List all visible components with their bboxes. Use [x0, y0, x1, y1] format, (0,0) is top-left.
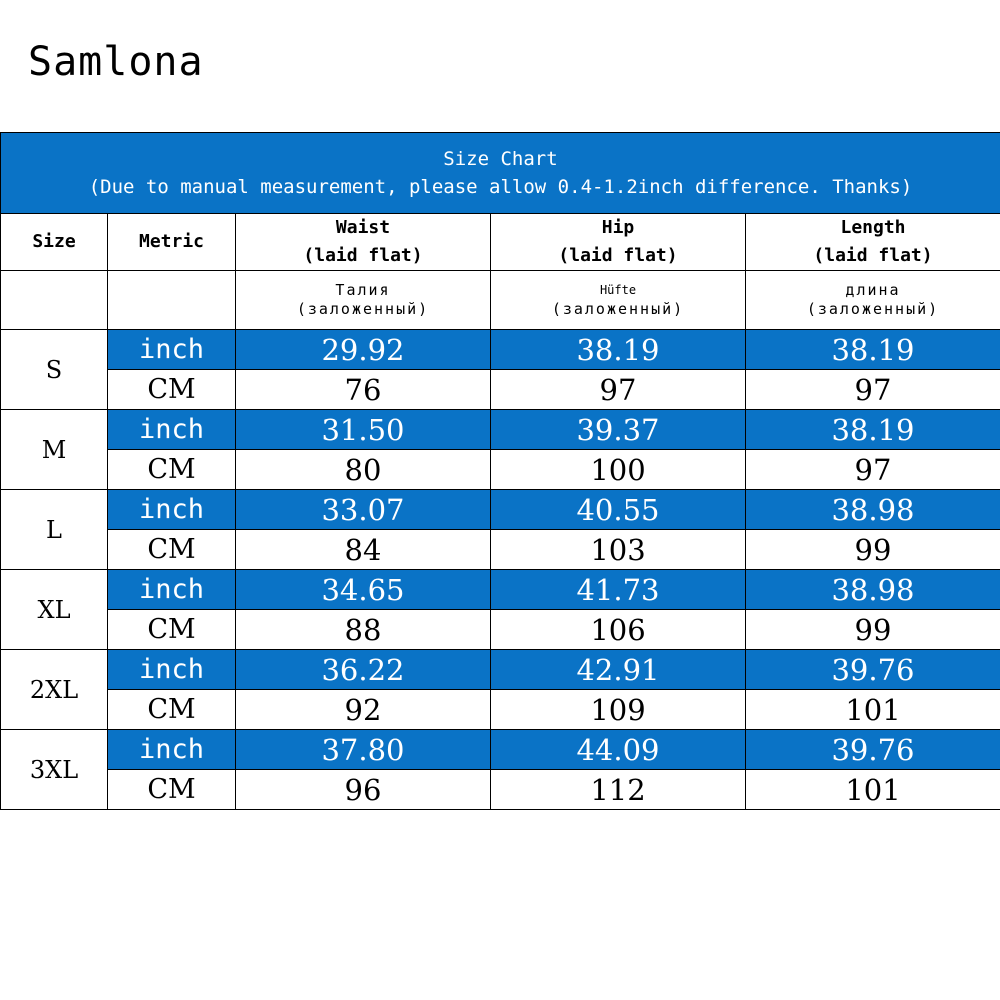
subheader-empty-metric [108, 271, 236, 330]
header-row [1, 214, 1000, 271]
table-row [1, 570, 1000, 610]
header-hip-label: Hip [601, 217, 635, 238]
table-row [1, 530, 1000, 570]
table-row [1, 690, 1000, 730]
table-row [1, 370, 1000, 410]
waist-value: 31.50 [236, 410, 491, 450]
waist-value: 88 [236, 610, 491, 650]
table-row [1, 730, 1000, 770]
banner-row [1, 133, 1000, 214]
metric-label: inch [108, 410, 236, 450]
chart-title: Size Chart [443, 148, 558, 170]
waist-value: 29.92 [236, 330, 491, 370]
chart-note: (Due to manual measurement, please allow 0.4-1.2inch difference. Thanks) [88, 176, 913, 198]
length-value: 97 [746, 450, 1000, 490]
subheader-row [1, 271, 1000, 330]
metric-label: inch [108, 570, 236, 610]
metric-label: inch [108, 490, 236, 530]
subheader-waist-label: Талия [335, 281, 391, 299]
metric-label: inch [108, 730, 236, 770]
length-value: 39.76 [746, 730, 1000, 770]
subheader-hip-label: Hüfte [599, 283, 637, 297]
waist-value: 76 [236, 370, 491, 410]
size-label: L [1, 490, 108, 570]
length-value: 101 [746, 690, 1000, 730]
header-waist-note: (laid flat) [303, 245, 423, 266]
hip-value: 39.37 [491, 410, 746, 450]
hip-value: 112 [491, 770, 746, 810]
waist-value: 34.65 [236, 570, 491, 610]
subheader-length-note: (заложенный) [806, 300, 940, 318]
subheader-hip-note: (заложенный) [551, 300, 685, 318]
waist-value: 96 [236, 770, 491, 810]
hip-value: 44.09 [491, 730, 746, 770]
hip-value: 103 [491, 530, 746, 570]
header-length [746, 214, 1000, 271]
hip-value: 41.73 [491, 570, 746, 610]
hip-value: 40.55 [491, 490, 746, 530]
length-value: 38.19 [746, 330, 1000, 370]
waist-value: 37.80 [236, 730, 491, 770]
table-row [1, 650, 1000, 690]
waist-value: 36.22 [236, 650, 491, 690]
metric-label: inch [108, 650, 236, 690]
length-value: 38.98 [746, 570, 1000, 610]
waist-value: 80 [236, 450, 491, 490]
metric-label: CM [108, 370, 236, 410]
header-hip [491, 214, 746, 271]
header-waist-label: Waist [335, 217, 391, 238]
metric-label: CM [108, 610, 236, 650]
header-metric: Metric [108, 214, 236, 271]
waist-value: 84 [236, 530, 491, 570]
size-label: S [1, 330, 108, 410]
table-row [1, 490, 1000, 530]
table-row [1, 450, 1000, 490]
length-value: 99 [746, 530, 1000, 570]
hip-value: 109 [491, 690, 746, 730]
metric-label: CM [108, 770, 236, 810]
subheader-waist-note: (заложенный) [296, 300, 430, 318]
length-value: 39.76 [746, 650, 1000, 690]
waist-value: 33.07 [236, 490, 491, 530]
size-label: 2XL [1, 650, 108, 730]
subheader-waist [236, 271, 491, 330]
size-label: M [1, 410, 108, 490]
subheader-empty-size [1, 271, 108, 330]
table-row [1, 770, 1000, 810]
header-waist [236, 214, 491, 271]
length-value: 38.98 [746, 490, 1000, 530]
subheader-length-label: длина [845, 281, 901, 299]
size-rows [1, 330, 1000, 810]
header-size: Size [1, 214, 108, 271]
hip-value: 97 [491, 370, 746, 410]
subheader-length [746, 271, 1000, 330]
metric-label: CM [108, 690, 236, 730]
hip-value: 106 [491, 610, 746, 650]
waist-value: 92 [236, 690, 491, 730]
metric-label: CM [108, 450, 236, 490]
metric-label: inch [108, 330, 236, 370]
hip-value: 42.91 [491, 650, 746, 690]
chart-banner [1, 133, 1000, 214]
length-value: 38.19 [746, 410, 1000, 450]
metric-label: CM [108, 530, 236, 570]
size-label: XL [1, 570, 108, 650]
length-value: 97 [746, 370, 1000, 410]
subheader-hip [491, 271, 746, 330]
header-length-note: (laid flat) [813, 245, 933, 266]
header-hip-note: (laid flat) [558, 245, 678, 266]
table-row [1, 330, 1000, 370]
length-value: 101 [746, 770, 1000, 810]
size-label: 3XL [1, 730, 108, 810]
hip-value: 100 [491, 450, 746, 490]
hip-value: 38.19 [491, 330, 746, 370]
table-row [1, 410, 1000, 450]
size-chart-table [0, 132, 1000, 810]
table-row [1, 610, 1000, 650]
brand-logo-text: Samlona [28, 39, 204, 85]
header-length-label: Length [840, 217, 906, 238]
length-value: 99 [746, 610, 1000, 650]
